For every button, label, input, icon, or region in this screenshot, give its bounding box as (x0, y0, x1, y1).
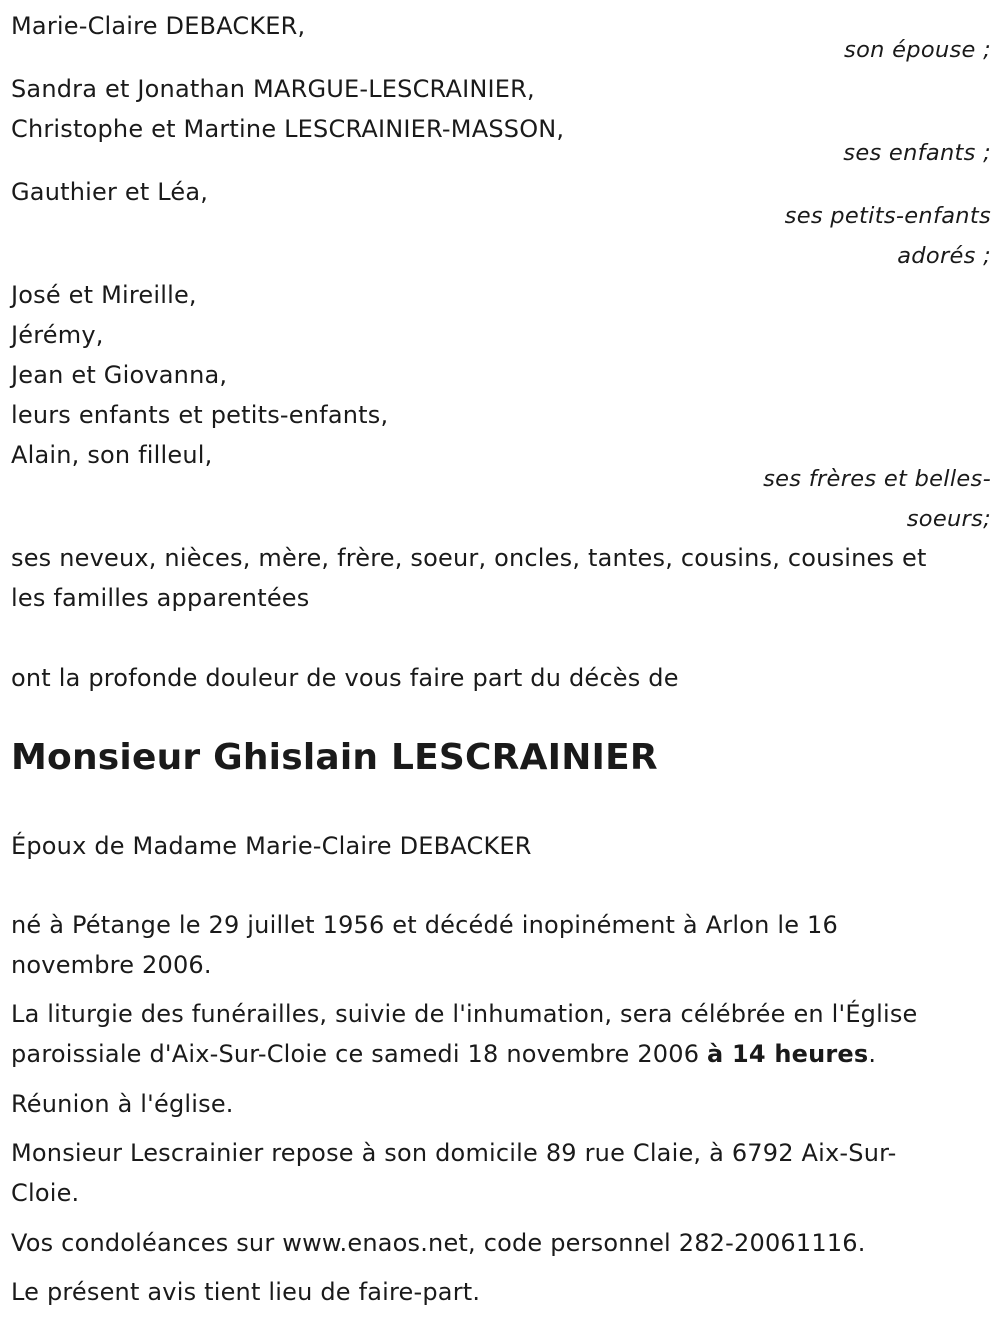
spouse-name: Marie-Claire DEBACKER, (11, 12, 306, 40)
siblings-role-line-2: soeurs; (906, 506, 991, 532)
birth-death-line-1: né à Pétange le 29 juillet 1956 et décédé inopinément à Arlon le 16 (11, 911, 838, 939)
sibling-line-2: Jérémy, (11, 321, 104, 349)
spouse-role: son épouse ; (844, 37, 991, 63)
child-line-2: Christophe et Martine LESCRAINIER-MASSON, (11, 115, 565, 143)
reunion-text: Réunion à l'église. (11, 1090, 234, 1118)
birth-death-line-2: novembre 2006. (11, 951, 212, 979)
funeral-line-2-end: . (868, 1040, 877, 1068)
grandchildren-names: Gauthier et Léa, (11, 178, 209, 206)
grandchildren-role-line-1: ses petits-enfants (784, 203, 991, 229)
grandchildren-role-line-2: adorés ; (897, 243, 991, 269)
sibling-line-5: Alain, son filleul, (11, 441, 213, 469)
siblings-role-line-1: ses frères et belles- (763, 466, 991, 492)
funeral-line-2-text: paroissiale d'Aix-Sur-Cloie ce samedi 18 novembre 2006 (11, 1040, 708, 1068)
announcement-text: ont la profonde douleur de vous faire part du décès de (11, 664, 679, 692)
funeral-time: à 14 heures (707, 1040, 869, 1068)
sibling-line-3: Jean et Giovanna, (11, 361, 228, 389)
deceased-name: Monsieur Ghislain LESCRAINIER (11, 737, 658, 778)
condolences-text: Vos condoléances sur www.enaos.net, code personnel 282-20061116. (11, 1229, 866, 1257)
children-role: ses enfants ; (843, 140, 991, 166)
spouse-of-line: Époux de Madame Marie-Claire DEBACKER (11, 832, 532, 860)
closing-text: Le présent avis tient lieu de faire-part. (11, 1278, 481, 1306)
repose-line-1: Monsieur Lescrainier repose à son domicile 89 rue Claie, à 6792 Aix-Sur- (11, 1139, 897, 1167)
extended-family-line-2: les familles apparentées (11, 584, 310, 612)
sibling-line-1: José et Mireille, (11, 281, 197, 309)
funeral-line-2 (11, 1034, 876, 1074)
repose-line-2: Cloie. (11, 1179, 80, 1207)
extended-family-line-1: ses neveux, nièces, mère, frère, soeur, oncles, tantes, cousins, cousines et (11, 544, 927, 572)
sibling-line-4: leurs enfants et petits-enfants, (11, 401, 389, 429)
funeral-line-1: La liturgie des funérailles, suivie de l'inhumation, sera célébrée en l'Église (11, 1000, 918, 1028)
child-line-1: Sandra et Jonathan MARGUE-LESCRAINIER, (11, 75, 535, 103)
